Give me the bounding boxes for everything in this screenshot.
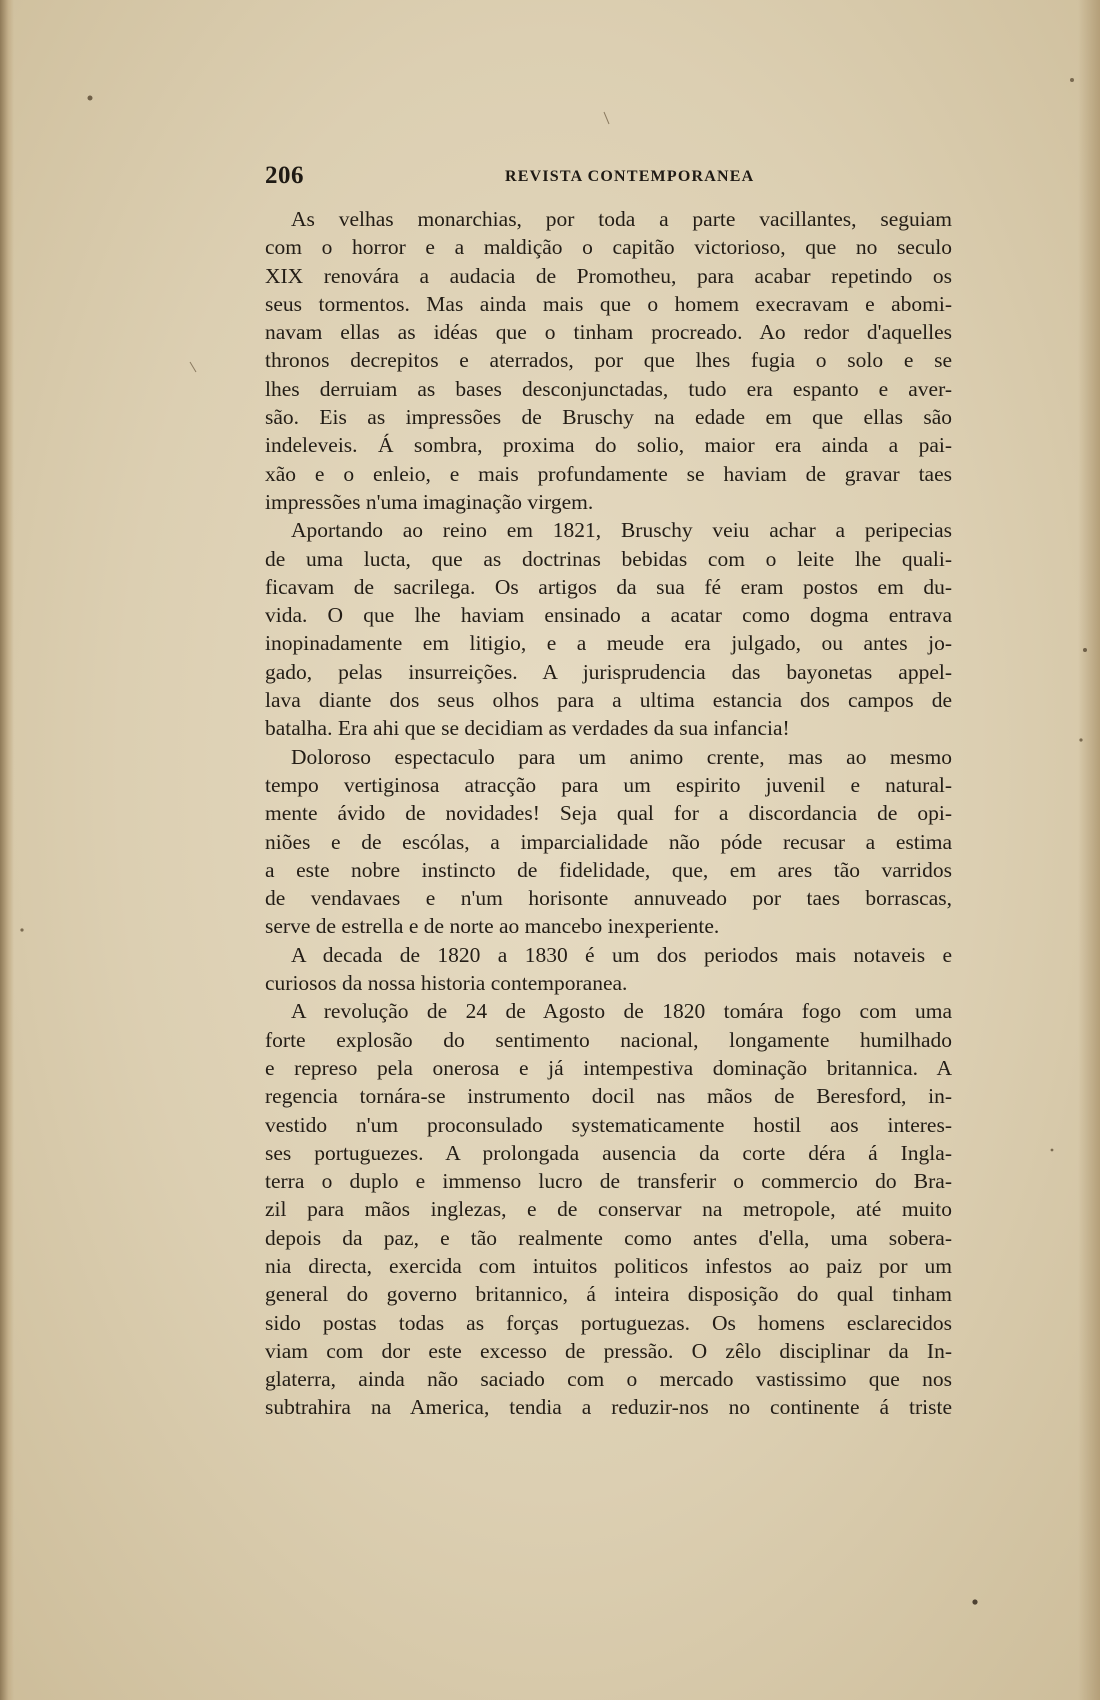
speck: [972, 1599, 977, 1604]
speck: [1070, 78, 1074, 82]
text-line: glaterra, ainda não saciado com o mercado vastissimo que nos: [265, 1367, 952, 1392]
speck: [88, 96, 93, 101]
text-line: nia directa, exercida com intuitos politicos infestos ao paiz por um: [265, 1253, 952, 1278]
speck: [1083, 648, 1087, 652]
speck: [1079, 738, 1082, 741]
text-line: com o horror e a maldição o capitão victorioso, que no seculo: [265, 235, 952, 260]
text-line: lava diante dos seus olhos para a ultima estancia dos campos de: [265, 688, 952, 713]
body-text: [265, 205, 952, 1422]
text-line: As velhas monarchias, por toda a parte vacillantes, seguiam: [291, 207, 952, 231]
text-line: niões e de escólas, a imparcialidade não póde recusar a estima: [265, 829, 952, 854]
speck: [1051, 1149, 1054, 1152]
text-line: viam com dor este excesso de pressão. O zêlo disciplinar da In-: [265, 1338, 952, 1363]
text-line: general do governo britannico, á inteira disposição do qual tinham: [265, 1282, 952, 1307]
text-line: thronos decrepitos e aterrados, por que lhes fugia o solo e se: [265, 348, 952, 373]
text-line: A revolução de 24 de Agosto de 1820 tomára fogo com uma: [291, 999, 952, 1024]
page-header: [265, 160, 950, 194]
text-line: gado, pelas insurreições. A jurisprudencia das bayonetas appel-: [265, 659, 952, 684]
text-line: Aportando ao reino em 1821, Bruschy veiu achar a peripecias: [291, 518, 952, 543]
page-number: 206: [265, 162, 304, 189]
text-line: ses portuguezes. A prolongada ausencia da corte déra á Ingla-: [265, 1140, 952, 1165]
speck: [20, 928, 23, 931]
text-line: Doloroso espectaculo para um animo crente, mas ao mesmo: [291, 744, 952, 769]
text-line: serve de estrella e de norte ao mancebo inexperiente.: [265, 914, 720, 939]
text-line: impressões n'uma imaginação virgem.: [265, 489, 594, 514]
text-line: curiosos da nossa historia contemporanea.: [265, 971, 628, 996]
scratch: [190, 362, 196, 372]
text-line: forte explosão do sentimento nacional, longamente humilhado: [265, 1027, 952, 1052]
text-line: de uma lucta, que as doctrinas bebidas com o leite lhe quali-: [265, 546, 952, 571]
scratch: [604, 112, 609, 124]
text-line: regencia tornára-se instrumento docil nas mãos de Beresford, in-: [265, 1084, 952, 1109]
text-line: A decada de 1820 a 1830 é um dos periodos mais notaveis e: [291, 942, 952, 967]
running-title: REVISTA CONTEMPORANEA: [505, 168, 755, 185]
text-line: ficavam de sacrilega. Os artigos da sua fé eram postos em du-: [265, 574, 952, 599]
text-line: indeleveis. Á sombra, proxima do solio, maior era ainda a pai-: [265, 433, 952, 458]
text-line: seus tormentos. Mas ainda mais que o homem execravam e abomi-: [265, 291, 952, 316]
text-line: de vendavaes e n'um horisonte annuveado por taes borrascas,: [265, 886, 952, 911]
text-line: sido postas todas as forças portuguezas. Os homens esclarecidos: [265, 1310, 952, 1335]
text-line: depois da paz, e tão realmente como antes d'ella, uma sobera-: [265, 1225, 952, 1250]
text-line: a este nobre instincto de fidelidade, que, em ares tão varridos: [265, 857, 952, 882]
text-line: tempo vertiginosa atracção para um espirito juvenil e natural-: [265, 772, 952, 797]
text-line: vestido n'um proconsulado systematicamente hostil aos interes-: [265, 1112, 952, 1137]
text-line: zil para mãos inglezas, e de conservar na metropole, até muito: [265, 1197, 952, 1222]
text-line: subtrahira na America, tendia a reduzir-nos no continente á triste: [265, 1395, 952, 1420]
text-line: navam ellas as idéas que o tinham procreado. Ao redor d'aquelles: [265, 320, 952, 345]
text-line: lhes derruiam as bases desconjunctadas, tudo era espanto e aver-: [265, 376, 952, 401]
text-line: inopinadamente em litigio, e a meude era julgado, ou antes jo-: [265, 631, 952, 656]
text-line: e represo pela onerosa e já intempestiva dominação britannica. A: [265, 1055, 952, 1080]
text-line: são. Eis as impressões de Bruschy na edade em que ellas são: [265, 405, 952, 430]
text-line: XIX renovára a audacia de Promotheu, para acabar repetindo os: [265, 263, 952, 288]
text-line: mente ávido de novidades! Seja qual for a discordancia de opi-: [265, 801, 952, 826]
text-line: batalha. Era ahi que se decidiam as verdades da sua infancia!: [265, 716, 790, 741]
text-line: terra o duplo e immenso lucro de transferir o commercio do Bra-: [265, 1169, 952, 1194]
text-line: xão e o enleio, e mais profundamente se haviam de gravar taes: [265, 461, 952, 486]
text-line: vida. O que lhe haviam ensinado a acatar como dogma entrava: [265, 603, 952, 628]
